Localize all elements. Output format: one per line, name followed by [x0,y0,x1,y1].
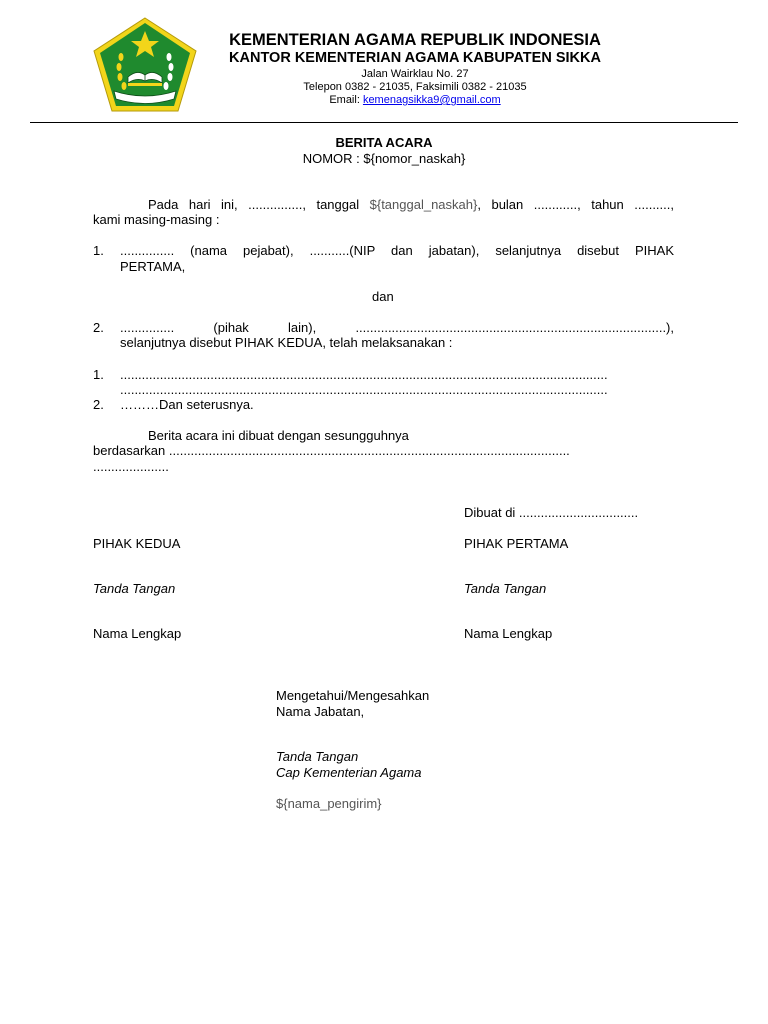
header-divider [30,122,738,123]
office-name: KANTOR KEMENTERIAN AGAMA KABUPATEN SIKKA [229,50,601,66]
ministry-name: KEMENTERIAN AGAMA REPUBLIK INDONESIA [229,31,601,49]
item2-text: ………Dan seterusnya. [120,397,254,412]
approval-label: Mengetahui/Mengesahkan [276,688,430,703]
opening-paragraph [148,197,674,213]
closing-line-3: ..................... [93,459,169,474]
opening-text-a: Pada hari ini, ..............., tanggal [148,197,370,212]
closing-line-2: berdasarkan ............................................................................................................... [93,443,570,458]
and-connector: dan [372,289,394,304]
office-phone: Telepon 0382 - 21035, Faksimili 0382 - 21035 [303,81,527,93]
party1-number: 1. [93,243,104,258]
document-title: BERITA ACARA [335,135,433,150]
item1-line-2: ....................................................................................................................................... [120,382,608,397]
date-placeholder: ${tanggal_naskah} [369,197,478,212]
email-label: Email: [329,94,363,106]
item1-number: 1. [93,367,104,382]
email-link[interactable]: kemenagsikka9@gmail.com [362,94,501,106]
approval-position: Nama Jabatan, [276,704,365,719]
ministry-logo [92,17,198,113]
right-signature: Tanda Tangan [464,581,547,596]
number-label: NOMOR : [302,151,364,166]
opening-line-2: kami masing-masing : [93,212,220,227]
number-value: ${nomor_naskah} [363,151,466,166]
left-full-name: Nama Lengkap [93,626,182,641]
right-full-name: Nama Lengkap [464,626,553,641]
party2-line-2: selanjutnya disebut PIHAK KEDUA, telah melaksanakan : [120,335,453,350]
party1-line-2: PERTAMA, [120,259,186,274]
approval-signature: Tanda Tangan [276,749,359,764]
item2-number: 2. [93,397,104,412]
sender-placeholder: ${nama_pengirim} [276,796,382,811]
party2-number: 2. [93,320,104,335]
approval-stamp: Cap Kementerian Agama [276,765,422,780]
document-number [0,151,768,166]
party2-line-1: ............... (pihak lain), ......................................................................................), [120,320,674,335]
opening-text-b: , bulan ............, tahun .........., [477,197,674,212]
office-address: Jalan Wairklau No. 27 [361,68,469,80]
item1-line-1: ....................................................................................................................................... [120,367,608,382]
left-party-label: PIHAK KEDUA [93,536,181,551]
office-email-line [200,94,630,107]
letterhead [200,31,630,107]
made-at: Dibuat di ................................. [464,505,639,520]
closing-line-1: Berita acara ini dibuat dengan sesungguhnya [148,428,409,443]
right-party-label: PIHAK PERTAMA [464,536,569,551]
left-signature: Tanda Tangan [93,581,176,596]
party1-line-1: ............... (nama pejabat), ...........(NIP dan jabatan), selanjutnya disebut PIHAK [120,243,674,258]
